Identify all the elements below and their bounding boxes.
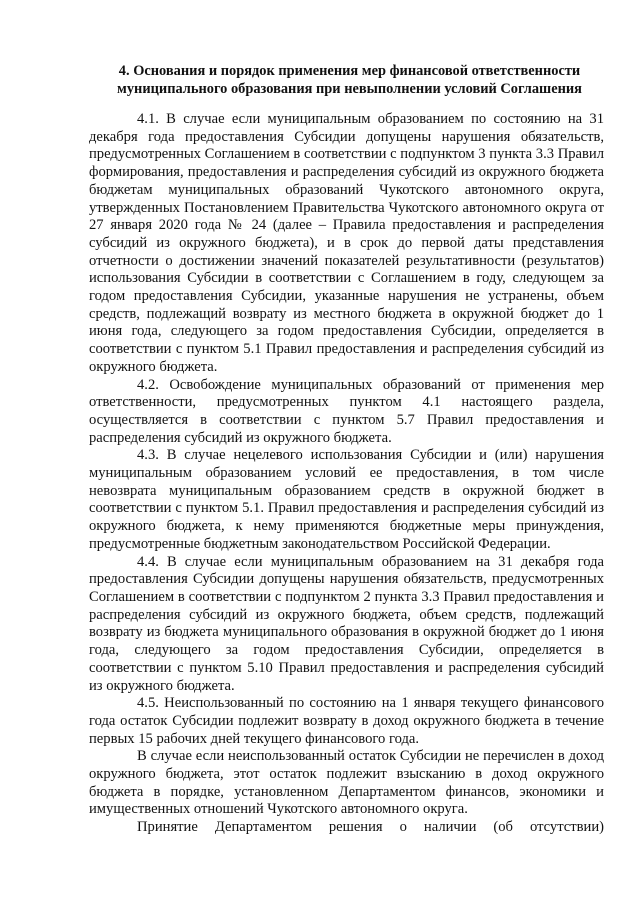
paragraph-4-5: 4.5. Неиспользованный по состоянию на 1 января текущего финансового года остаток Субсидии подлежит возврату в доход окружного бюджета в течение первых 15 рабочих дней текущего финансового года. — [89, 695, 604, 747]
paragraph-4-2: 4.2. Освобождение муниципальных образований от применения мер ответственности, предусмотренных пунктом 4.1 настоящего раздела, осуществляется в соответствии с пунктом 5.7 Правил предоставления и распределения субсидий из окружного бюджета. — [89, 376, 604, 446]
paragraph-unspent-balance: В случае если неиспользованный остаток Субсидии не перечислен в доход окружного бюджета, этот остаток подлежит взысканию в доход окружного бюджета в порядке, установленном Департаментом финансов, экономики и имущественных отношений Чукотского автономного округа. — [89, 748, 604, 818]
paragraph-4-3: 4.3. В случае нецелевого использования Субсидии и (или) нарушения муниципальным образованием условий ее предоставления, в том числе невозврата муниципальным образованием средств в окружной бюджет в соответствии с пунктом 5.1. Правил предоставления и распределения субсидий из окружного бюджета, к нему применяются бюджетные меры принуждения, предусмотренные бюджетным законодательством Российской Федерации. — [89, 447, 604, 552]
heading-line: муниципального образования при невыполнении условий Соглашения — [117, 80, 582, 97]
section-heading — [89, 63, 604, 98]
paragraph-4-1: 4.1. В случае если муниципальным образованием по состоянию на 31 декабря года предоставления Субсидии допущены нарушения обязательств, предусмотренных Соглашением в соответствии с подпунктом 3 пункта 3.3 Правил формирования, предоставления и распределения субсидий из окружного бюджета бюджетам муниципальных образований Чукотского автономного округа, утвержденных Постановлением Правительства Чукотского автономного округа от 27 января 2020 года № 24 (далее – Правила предоставления и распределения субсидий из окружного бюджета), и в срок до первой даты представления отчетности о достижении значений показателей результативности (результатов) использования Субсидии в соответствии с Соглашением в году, следующем за годом предоставления Субсидии, указанные нарушения не устранены, объем средств, подлежащий возврату из местного бюджета в окружной бюджет до 1 июня года, следующего за годом предоставления Субсидии, определяется в соответствии с пунктом 5.1 Правил предоставления и распределения субсидий из окружного бюджета. — [89, 111, 604, 375]
heading-line: 4. Основания и порядок применения мер финансовой ответственности — [118, 63, 581, 79]
paragraph-4-4: 4.4. В случае если муниципальным образованием на 31 декабря года предоставления Субсидии допущены нарушения обязательств, предусмотренных Соглашением в соответствии с подпунктом 2 пункта 3.3 Правил предоставления и распределения субсидий из окружного бюджета, объем средств, подлежащий возврату из бюджета муниципального образования в окружной бюджет до 1 июня года, следующего за годом предоставления Субсидии, определяется в соответствии с пунктом 5.10 Правил предоставления и распределения субсидий из окружного бюджета. — [89, 553, 604, 694]
paragraph-decision: Принятие Департаментом решения о наличии (об отсутствии) — [137, 819, 604, 836]
